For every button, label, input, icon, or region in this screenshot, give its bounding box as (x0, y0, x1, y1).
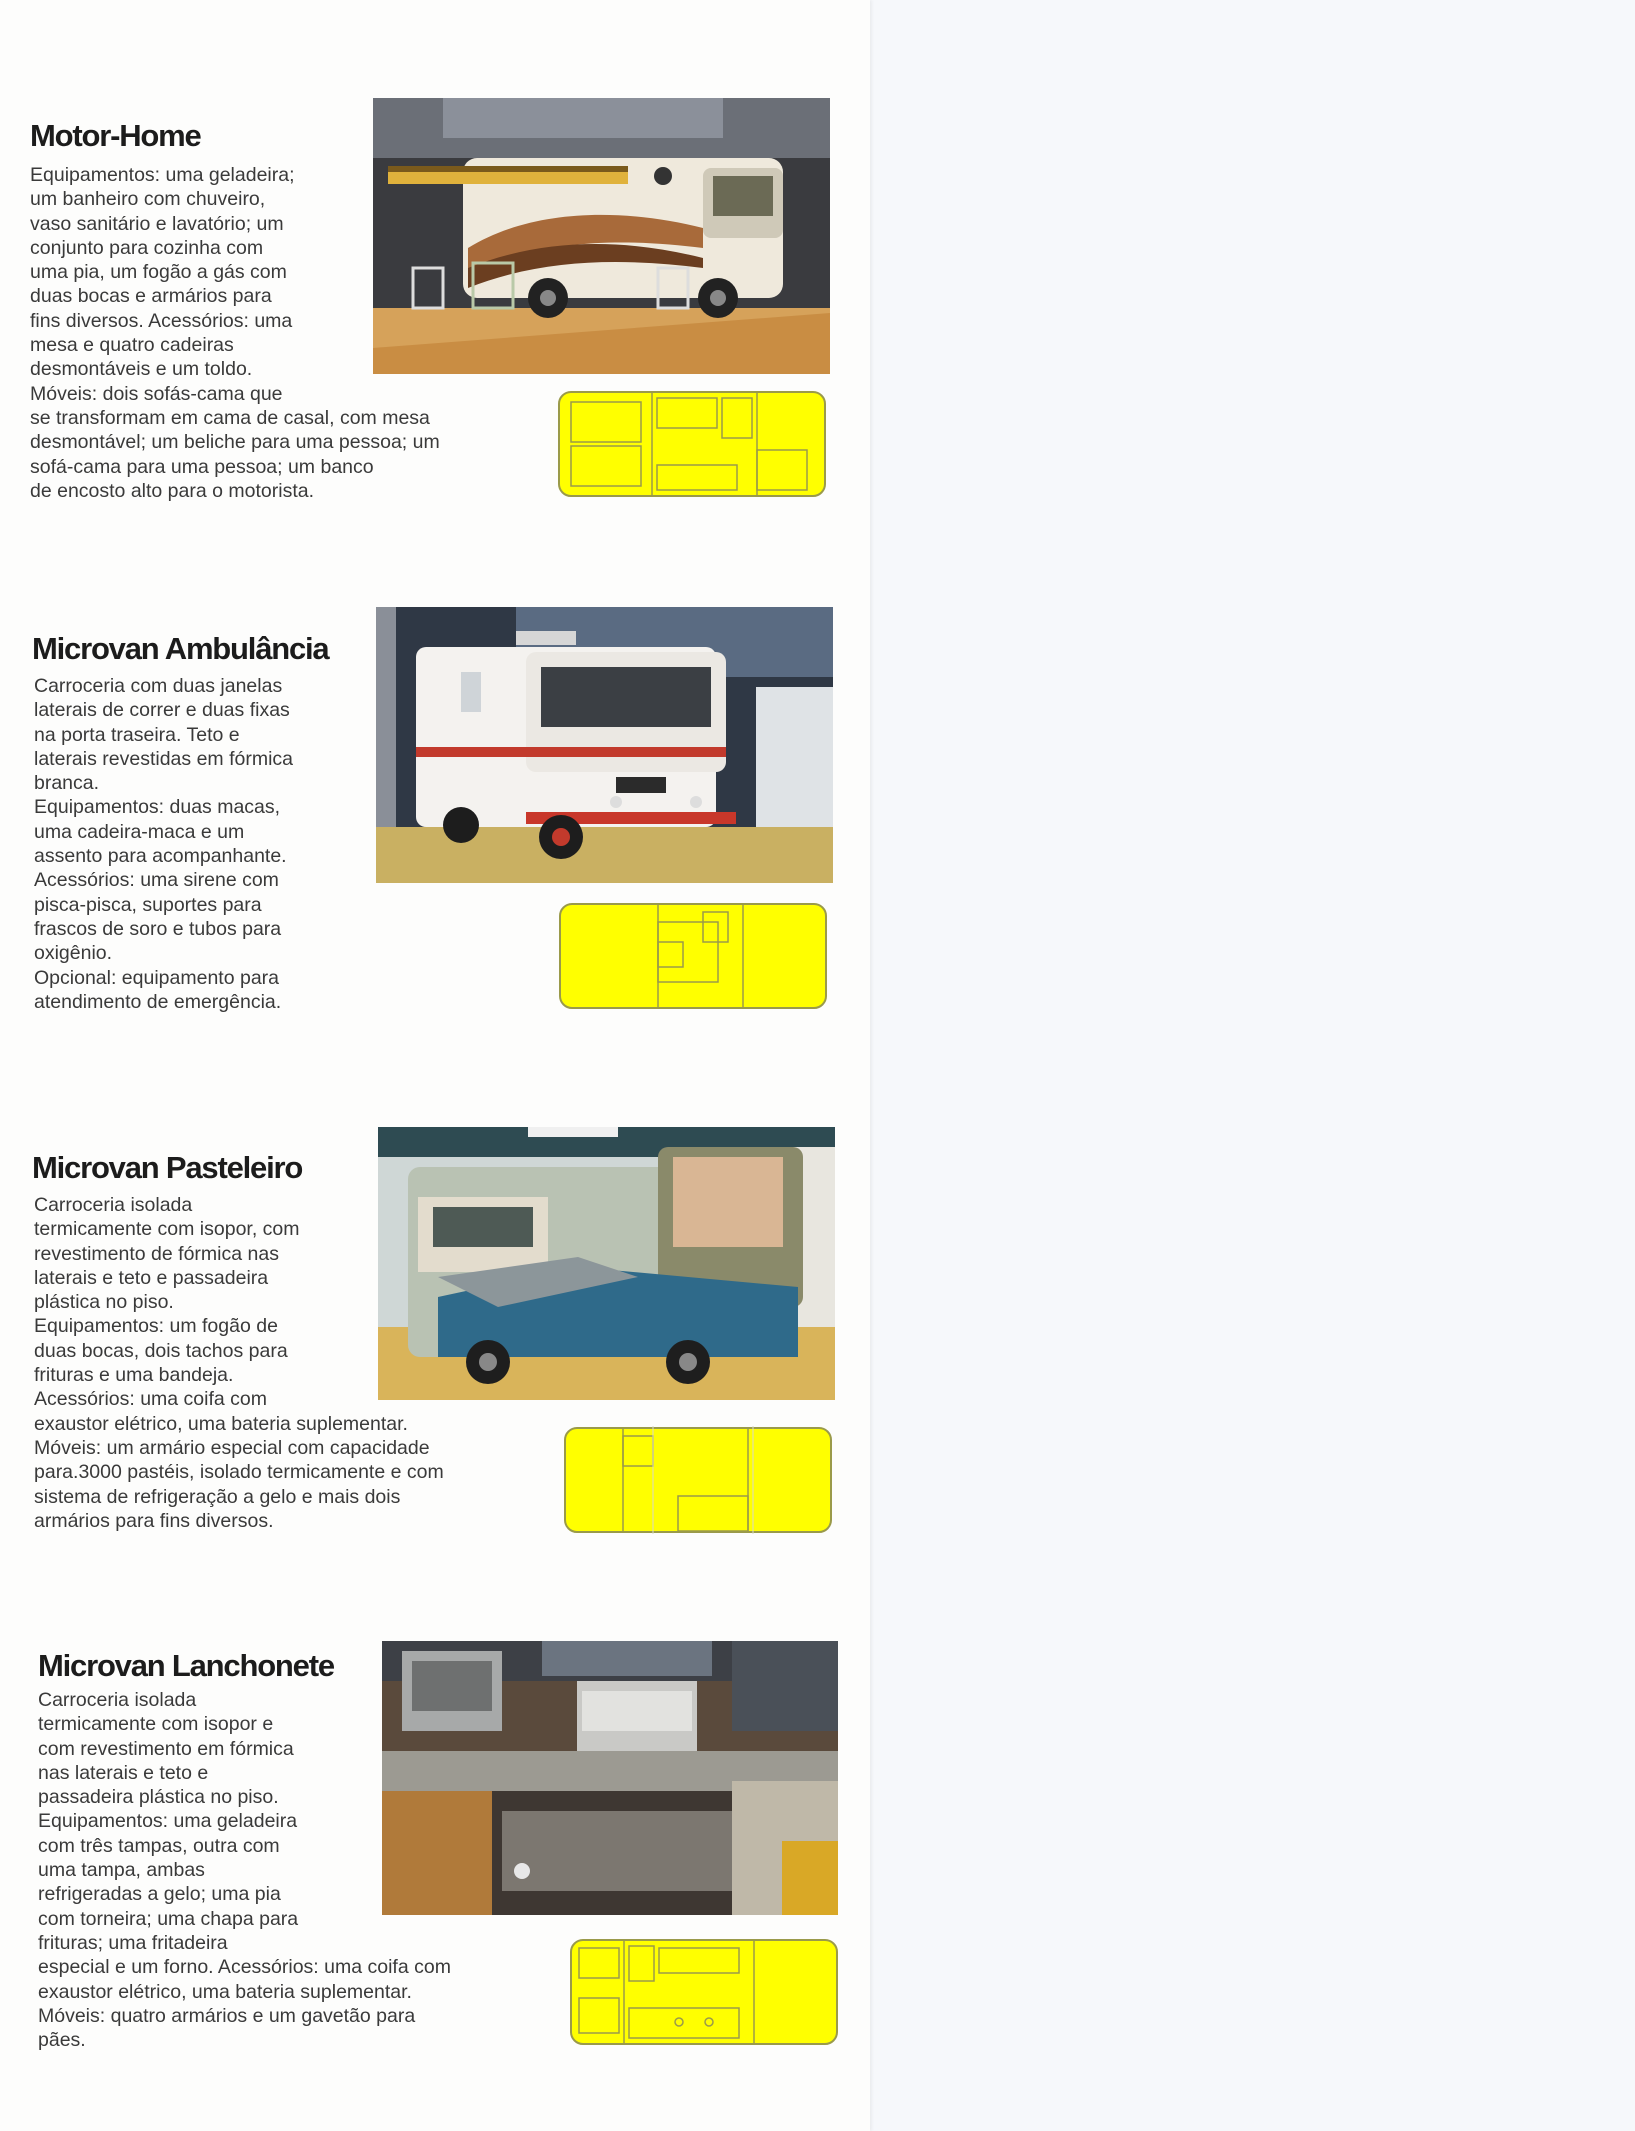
text-line: duas bocas e armários para (30, 285, 272, 308)
text-line: Equipamentos: um fogão de (34, 1315, 278, 1338)
text-line: duas bocas, dois tachos para (34, 1339, 288, 1362)
text-line: Móveis: dois sofás-cama que (30, 382, 283, 405)
text-line: plástica no piso. (34, 1291, 174, 1314)
section-title: Motor-Home (30, 118, 201, 153)
text-line: conjunto para cozinha com (30, 236, 264, 259)
section-title: Microvan Lanchonete (38, 1648, 334, 1683)
text-line: Carroceria isolada (34, 1194, 193, 1216)
text-line: laterais revestidas em fórmica (34, 747, 294, 770)
text-line: nas laterais e teto e (38, 1761, 209, 1784)
text-line: com torneira; uma chapa para (38, 1907, 299, 1930)
text-line: uma tampa, ambas (38, 1859, 205, 1882)
text-line: uma cadeira-maca e um (34, 820, 245, 843)
text-line: passadeira plástica no piso. (38, 1786, 279, 1809)
text-line: com três tampas, outra com (38, 1834, 280, 1857)
text-line: armários para fins diversos. (34, 1509, 274, 1532)
text-line: Opcional: equipamento para (34, 966, 279, 989)
text-line: termicamente com isopor, com (34, 1218, 300, 1241)
text-line: exaustor elétrico, uma bateria suplementar. (34, 1412, 408, 1435)
text-line: Equipamentos: uma geladeira (38, 1810, 298, 1833)
text-line: atendimento de emergência. (34, 990, 282, 1013)
text-line: sistema de refrigeração a gelo e mais dois (34, 1485, 401, 1508)
text-line: sofá-cama para uma pessoa; um banco (30, 455, 374, 478)
text-line: Acessórios: uma sirene com (34, 869, 279, 892)
text-line: fins diversos. Acessórios: uma (30, 309, 293, 332)
text-line: oxigênio. (34, 942, 113, 965)
motor-home-floor-plan (557, 390, 827, 498)
text-line: um banheiro com chuveiro, (30, 188, 266, 211)
section-title: Microvan Ambulância (32, 631, 329, 666)
text-line: especial e um forno. Acessórios: uma coifa com (38, 1956, 451, 1979)
section-title: Microvan Pasteleiro (32, 1150, 303, 1185)
text-line: Carroceria com duas janelas (34, 675, 283, 697)
text-line: para.3000 pastéis, isolado termicamente e com (34, 1461, 444, 1484)
text-line: de encosto alto para o motorista. (30, 479, 314, 502)
text-line: Equipamentos: duas macas, (34, 796, 281, 819)
pasteleiro-photo (378, 1127, 835, 1400)
text-line: frascos de soro e tubos para (34, 917, 282, 940)
lanchonete-floor-plan (569, 1938, 839, 2046)
right-blank-page (870, 0, 1635, 2131)
text-line: pisca-pisca, suportes para (34, 893, 262, 916)
text-line: Equipamentos: uma geladeira; (30, 164, 295, 186)
pasteleiro-floor-plan (563, 1426, 833, 1534)
text-line: uma pia, um fogão a gás com (30, 261, 287, 284)
text-line: desmontável; um beliche para uma pessoa; um (30, 431, 440, 454)
ambulancia-photo (376, 607, 833, 883)
text-line: exaustor elétrico, uma bateria suplementar. (38, 1980, 412, 2003)
text-line: mesa e quatro cadeiras (30, 334, 234, 357)
motor-home-photo (373, 98, 830, 374)
text-line: branca. (34, 772, 100, 795)
text-line: Móveis: um armário especial com capacidade (34, 1436, 430, 1459)
lanchonete-photo (382, 1641, 838, 1915)
text-line: Carroceria isolada (38, 1689, 197, 1711)
text-line: Acessórios: uma coifa com (34, 1388, 268, 1411)
text-line: frituras e uma bandeja. (34, 1364, 234, 1387)
text-line: com revestimento em fórmica (38, 1737, 294, 1760)
text-line: laterais e teto e passadeira (34, 1266, 269, 1289)
text-line: assento para acompanhante. (34, 845, 287, 868)
text-line: vaso sanitário e lavatório; um (30, 212, 284, 235)
text-line: revestimento de fórmica nas (34, 1242, 279, 1265)
text-line: se transformam em cama de casal, com mesa (30, 406, 430, 429)
ambulancia-floor-plan (558, 902, 828, 1010)
text-line: pães. (38, 2029, 86, 2052)
text-line: desmontáveis e um toldo. (30, 358, 253, 381)
text-line: laterais de correr e duas fixas (34, 699, 290, 722)
text-line: frituras; uma fritadeira (38, 1931, 228, 1954)
text-line: termicamente com isopor e (38, 1713, 274, 1736)
text-line: Móveis: quatro armários e um gavetão para (38, 2004, 416, 2027)
text-line: refrigeradas a gelo; uma pia (38, 1883, 281, 1906)
section-description (34, 674, 293, 1014)
text-line: na porta traseira. Teto e (34, 723, 240, 746)
